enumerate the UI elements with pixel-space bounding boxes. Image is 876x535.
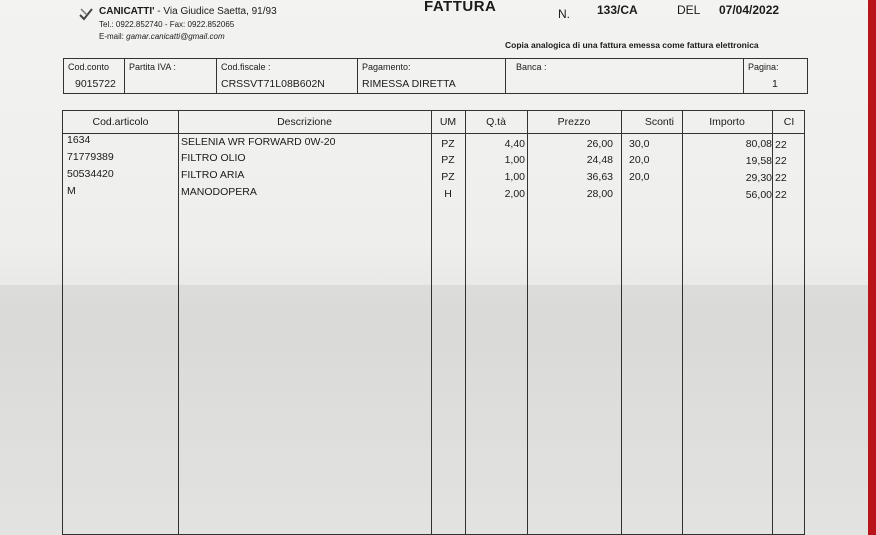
electronic-copy-note: Copia analogica di una fattura emessa come fattura elettronica [505,40,759,50]
cell-sconti: 20,0 [629,154,650,166]
company-address: CANICATTI' - Via Giudice Saetta, 91/93 [99,6,277,17]
partita-iva-cell [124,59,216,93]
cell-cod: M [67,185,76,197]
cod-fiscale-cell [216,59,357,93]
partita-iva-label: Partita IVA : [129,62,176,72]
header-quantita: Q.tà [486,116,506,128]
document-title: FATTURA [424,0,497,15]
cell-prezzo: 24,48 [586,154,613,166]
header-descrizione: Descrizione [277,116,332,128]
cell-desc: FILTRO OLIO [181,152,246,164]
header-importo: Importo [709,116,745,128]
pagamento-label: Pagamento: [362,62,411,72]
banca-cell [505,59,743,93]
cell-um: PZ [441,171,455,183]
cell-importo: 80,08 [745,138,772,150]
company-email: E-mail: gamar.canicatti@gmail.com [99,32,225,41]
header-ci: CI [783,116,795,128]
header-cod-articolo: Cod.articolo [92,116,149,128]
company-logo-icon [78,6,94,22]
cell-ci: 22 [775,139,787,151]
invoice-date: 07/04/2022 [719,3,780,17]
column-divider [772,111,773,534]
pagina-value: 1 [772,78,778,90]
cod-conto-value: 9015722 [75,78,116,90]
cell-um: H [444,188,452,200]
invoice-number: 133/CA [597,3,638,17]
cell-ci: 22 [775,155,787,167]
cell-desc: MANODOPERA [181,186,257,198]
cell-qta: 2,00 [504,188,525,200]
cell-qta: 1,00 [504,154,525,166]
cod-fiscale-value: CRSSVT71L08B602N [221,78,325,90]
cell-prezzo: 26,00 [586,138,613,150]
header-um: UM [439,116,457,128]
table-header-divider [63,133,804,134]
company-phone-fax: Tel.: 0922.852740 - Fax: 0922.852065 [99,20,235,29]
cell-importo: 56,00 [745,189,772,201]
cod-conto-cell [64,59,124,93]
cod-conto-label: Cod.conto [68,62,110,72]
column-divider [621,111,622,534]
pagamento-cell [357,59,505,93]
cell-cod: 1634 [67,134,91,146]
invoice-date-label: DEL [677,3,701,17]
pagina-label: Pagina: [748,62,779,72]
cell-cod: 71779389 [67,151,114,163]
cell-prezzo: 28,00 [586,188,613,200]
pagamento-value: RIMESSA DIRETTA [362,78,456,90]
cell-um: PZ [441,154,455,166]
cell-ci: 22 [775,189,787,201]
invoice-items-table [62,110,805,535]
header-sconti: Sconti [644,116,674,128]
cell-prezzo: 36,63 [586,171,613,183]
column-divider [178,111,179,534]
cell-importo: 19,58 [745,155,772,167]
cell-qta: 1,00 [504,171,525,183]
cell-sconti: 20,0 [629,171,650,183]
cell-ci: 22 [775,172,787,184]
pagina-cell [743,59,807,93]
cell-qta: 4,40 [504,138,525,150]
cell-importo: 29,30 [745,172,772,184]
cell-cod: 50534420 [67,168,114,180]
cell-um: PZ [441,138,455,150]
cod-fiscale-label: Cod.fiscale : [221,62,271,72]
invoice-number-label: N. [558,7,570,21]
cell-desc: FILTRO ARIA [181,169,245,181]
cell-sconti: 30,0 [629,138,650,150]
header-prezzo: Prezzo [557,116,591,128]
banca-label: Banca : [516,62,547,72]
cell-desc: SELENIA WR FORWARD 0W-20 [181,136,336,148]
customer-info-box [63,58,808,94]
